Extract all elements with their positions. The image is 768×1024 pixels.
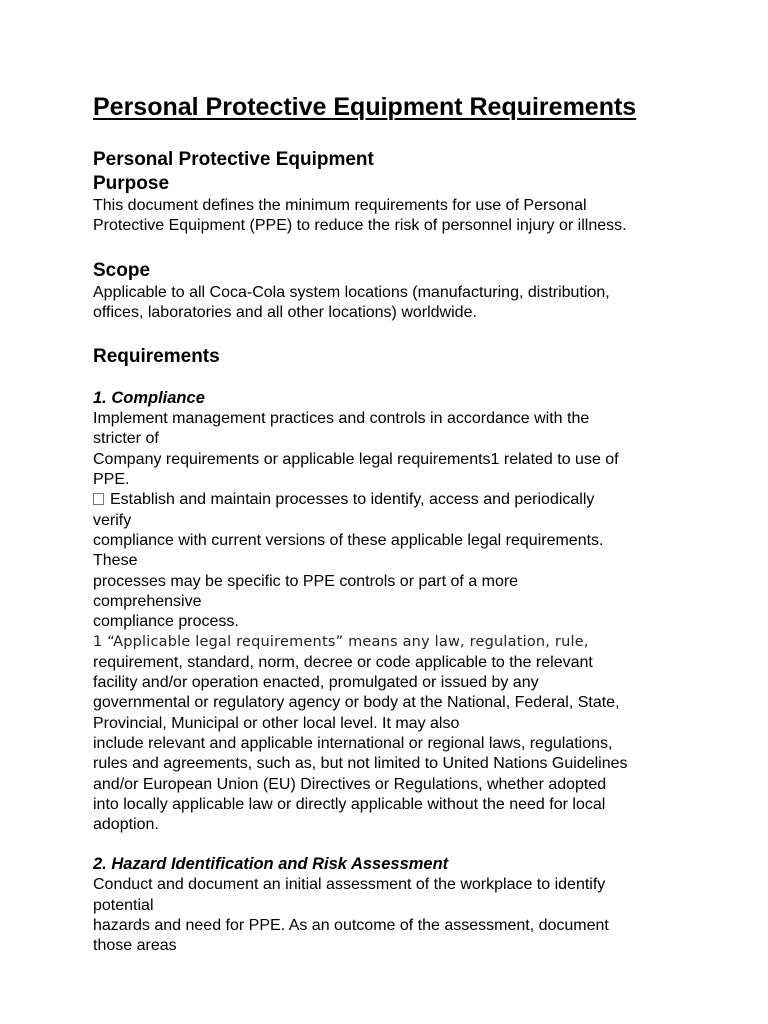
compliance-line: stricter of — [93, 430, 159, 448]
requirements-heading: Requirements — [93, 346, 220, 368]
footnote-line: and/or European Union (EU) Directives or Regulations, whether adopted — [93, 775, 607, 793]
footnote-line: Provincial, Municipal or other local level. It may also — [93, 714, 460, 732]
document-page — [93, 90, 693, 957]
compliance-line: PPE. — [93, 471, 130, 489]
missing-glyph-icon — [93, 493, 104, 505]
purpose-line: Protective Equipment (PPE) to reduce the risk of personnel injury or illness. — [93, 217, 627, 235]
footnote-line: governmental or regulatory agency or body at the National, Federal, State, — [93, 694, 620, 712]
compliance-line: These — [93, 552, 138, 570]
compliance-bullet-text: Establish and maintain processes to identify, access and periodically — [110, 491, 595, 509]
footnote-line: include relevant and applicable international or regional laws, regulations, — [93, 734, 613, 752]
compliance-heading: 1. Compliance — [93, 389, 205, 408]
scope-heading: Scope — [93, 259, 151, 281]
compliance-bullet — [93, 490, 693, 510]
scope-text — [93, 283, 693, 324]
hazard-line: hazards and need for PPE. As an outcome of the assessment, document — [93, 917, 609, 935]
compliance-line: comprehensive — [93, 592, 202, 610]
footnote-first-line: 1 “Applicable legal requirements” means any law, regulation, rule, — [93, 634, 589, 651]
compliance-line: processes may be specific to PPE controls or part of a more — [93, 572, 519, 590]
compliance-line: verify — [93, 511, 132, 529]
hazard-heading: 2. Hazard Identification and Risk Assessment — [93, 855, 449, 874]
compliance-line: compliance with current versions of these applicable legal requirements. — [93, 531, 604, 549]
hazard-text — [93, 875, 693, 956]
section-heading-ppe: Personal Protective Equipment — [93, 149, 374, 170]
hazard-line: potential — [93, 896, 154, 914]
compliance-text — [93, 409, 693, 632]
purpose-text — [93, 196, 693, 237]
compliance-line: Company requirements or applicable legal requirements1 related to use of — [93, 450, 619, 468]
footnote-line: requirement, standard, norm, decree or code applicable to the relevant — [93, 653, 593, 671]
scope-line: Applicable to all Coca-Cola system locations (manufacturing, distribution, — [93, 283, 610, 301]
purpose-heading: Purpose — [93, 173, 170, 194]
compliance-line: Implement management practices and controls in accordance with the — [93, 410, 590, 428]
footnote-line: into locally applicable law or directly applicable without the need for local — [93, 795, 606, 813]
scope-line: offices, laboratories and all other locations) worldwide. — [93, 303, 477, 321]
footnote-line: adoption. — [93, 816, 159, 834]
purpose-line: This document defines the minimum requirements for use of Personal — [93, 197, 587, 214]
footnote-line: rules and agreements, such as, but not limited to United Nations Guidelines — [93, 755, 628, 773]
document-title: Personal Protective Equipment Requirements — [93, 93, 637, 121]
hazard-line: those areas — [93, 937, 177, 955]
footnote-line: facility and/or operation enacted, promulgated or issued by any — [93, 674, 539, 692]
compliance-line: compliance process. — [93, 613, 239, 631]
footnote — [93, 632, 693, 835]
hazard-line: Conduct and document an initial assessment of the workplace to identify — [93, 876, 606, 894]
